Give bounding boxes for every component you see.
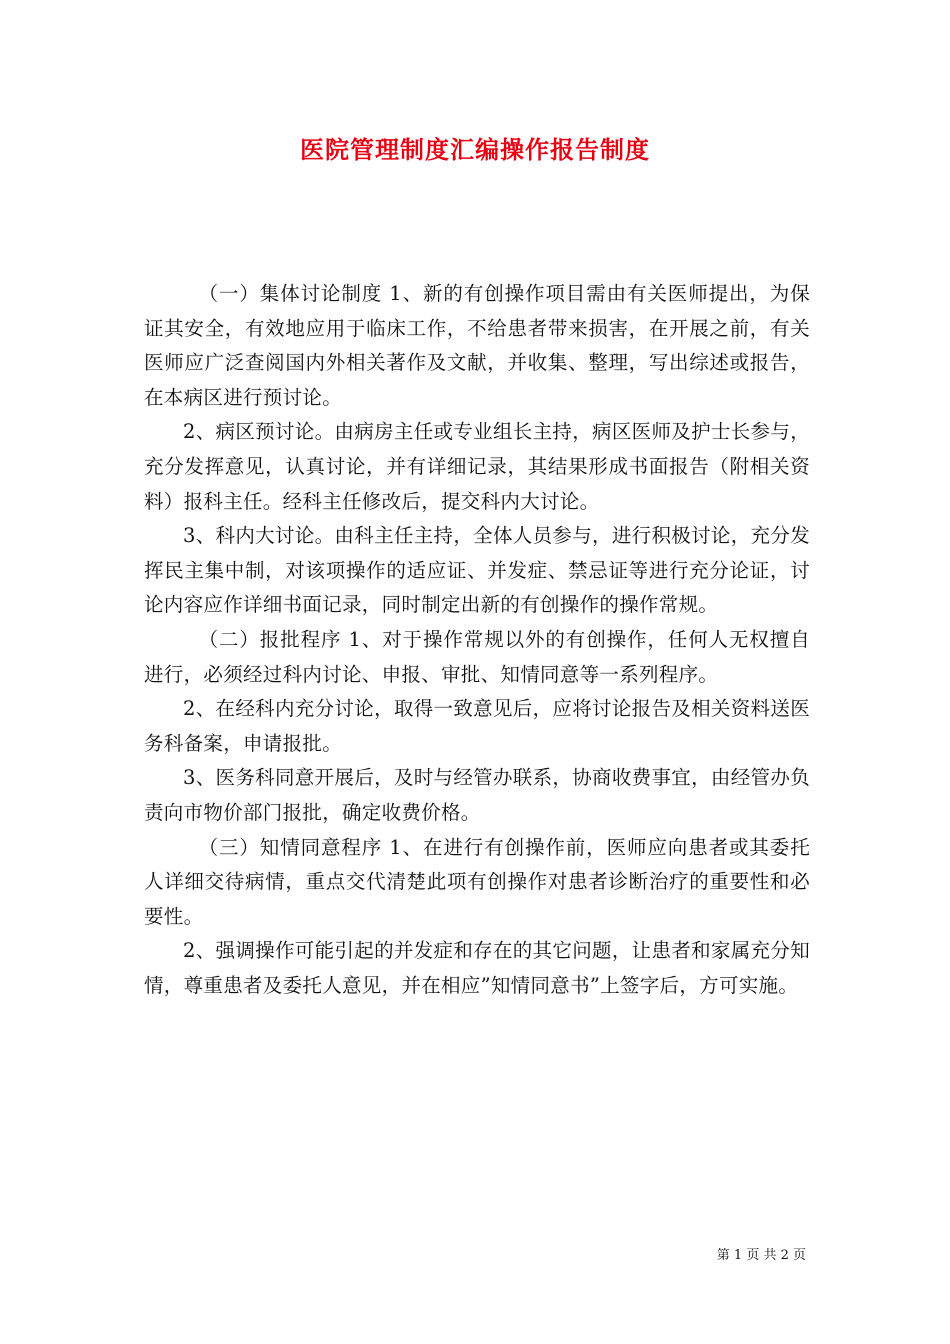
document-title: 医院管理制度汇编操作报告制度 [300,135,650,164]
paragraph-1: （一）集体讨论制度 1、新的有创操作项目需由有关医师提出，为保证其安全，有效地应用于临床工作，不给患者带来损害，在开展之前，有关医师应广泛查阅国内外相关著作及文献，并收集、整理，写出综述或报告，在本病区进行预讨论。 [144,282,810,409]
paragraph-5: 2、在经科内充分讨论，取得一致意见后，应将讨论报告及相关资料送医务科备案，申请报批。 [144,697,810,755]
paragraph-6: 3、医务科同意开展后，及时与经管办联系，协商收费事宜，由经管办负责向市物价部门报批，确定收费价格。 [144,766,810,824]
paragraph-7: （三）知情同意程序 1、在进行有创操作前，医师应向患者或其委托人详细交待病情，重点交代清楚此项有创操作对患者诊断治疗的重要性和必要性。 [144,835,810,928]
paragraph-2: 2、病区预讨论。由病房主任或专业组长主持，病区医师及护士长参与，充分发挥意见，认真讨论，并有详细记录，其结果形成书面报告（附相关资料）报科主任。经科主任修改后，提交科内大讨论。 [144,420,810,513]
document-body [144,277,810,1003]
paragraph-8: 2、强调操作可能引起的并发症和存在的其它问题，让患者和家属充分知情，尊重患者及委托人意见，并在相应”知情同意书”上签字后，方可实施。 [144,939,810,997]
page-number: 第 1 页 共 2 页 [716,1248,806,1263]
paragraph-3: 3、科内大讨论。由科主任主持，全体人员参与，进行积极讨论，充分发挥民主集中制，对该项操作的适应证、并发症、禁忌证等进行充分论证，讨论内容应作详细书面记录，同时制定出新的有创操作的操作常规。 [144,524,810,617]
paragraph-4: （二）报批程序 1、对于操作常规以外的有创操作，任何人无权擅自进行，必须经过科内讨论、申报、审批、知情同意等一系列程序。 [144,627,810,686]
